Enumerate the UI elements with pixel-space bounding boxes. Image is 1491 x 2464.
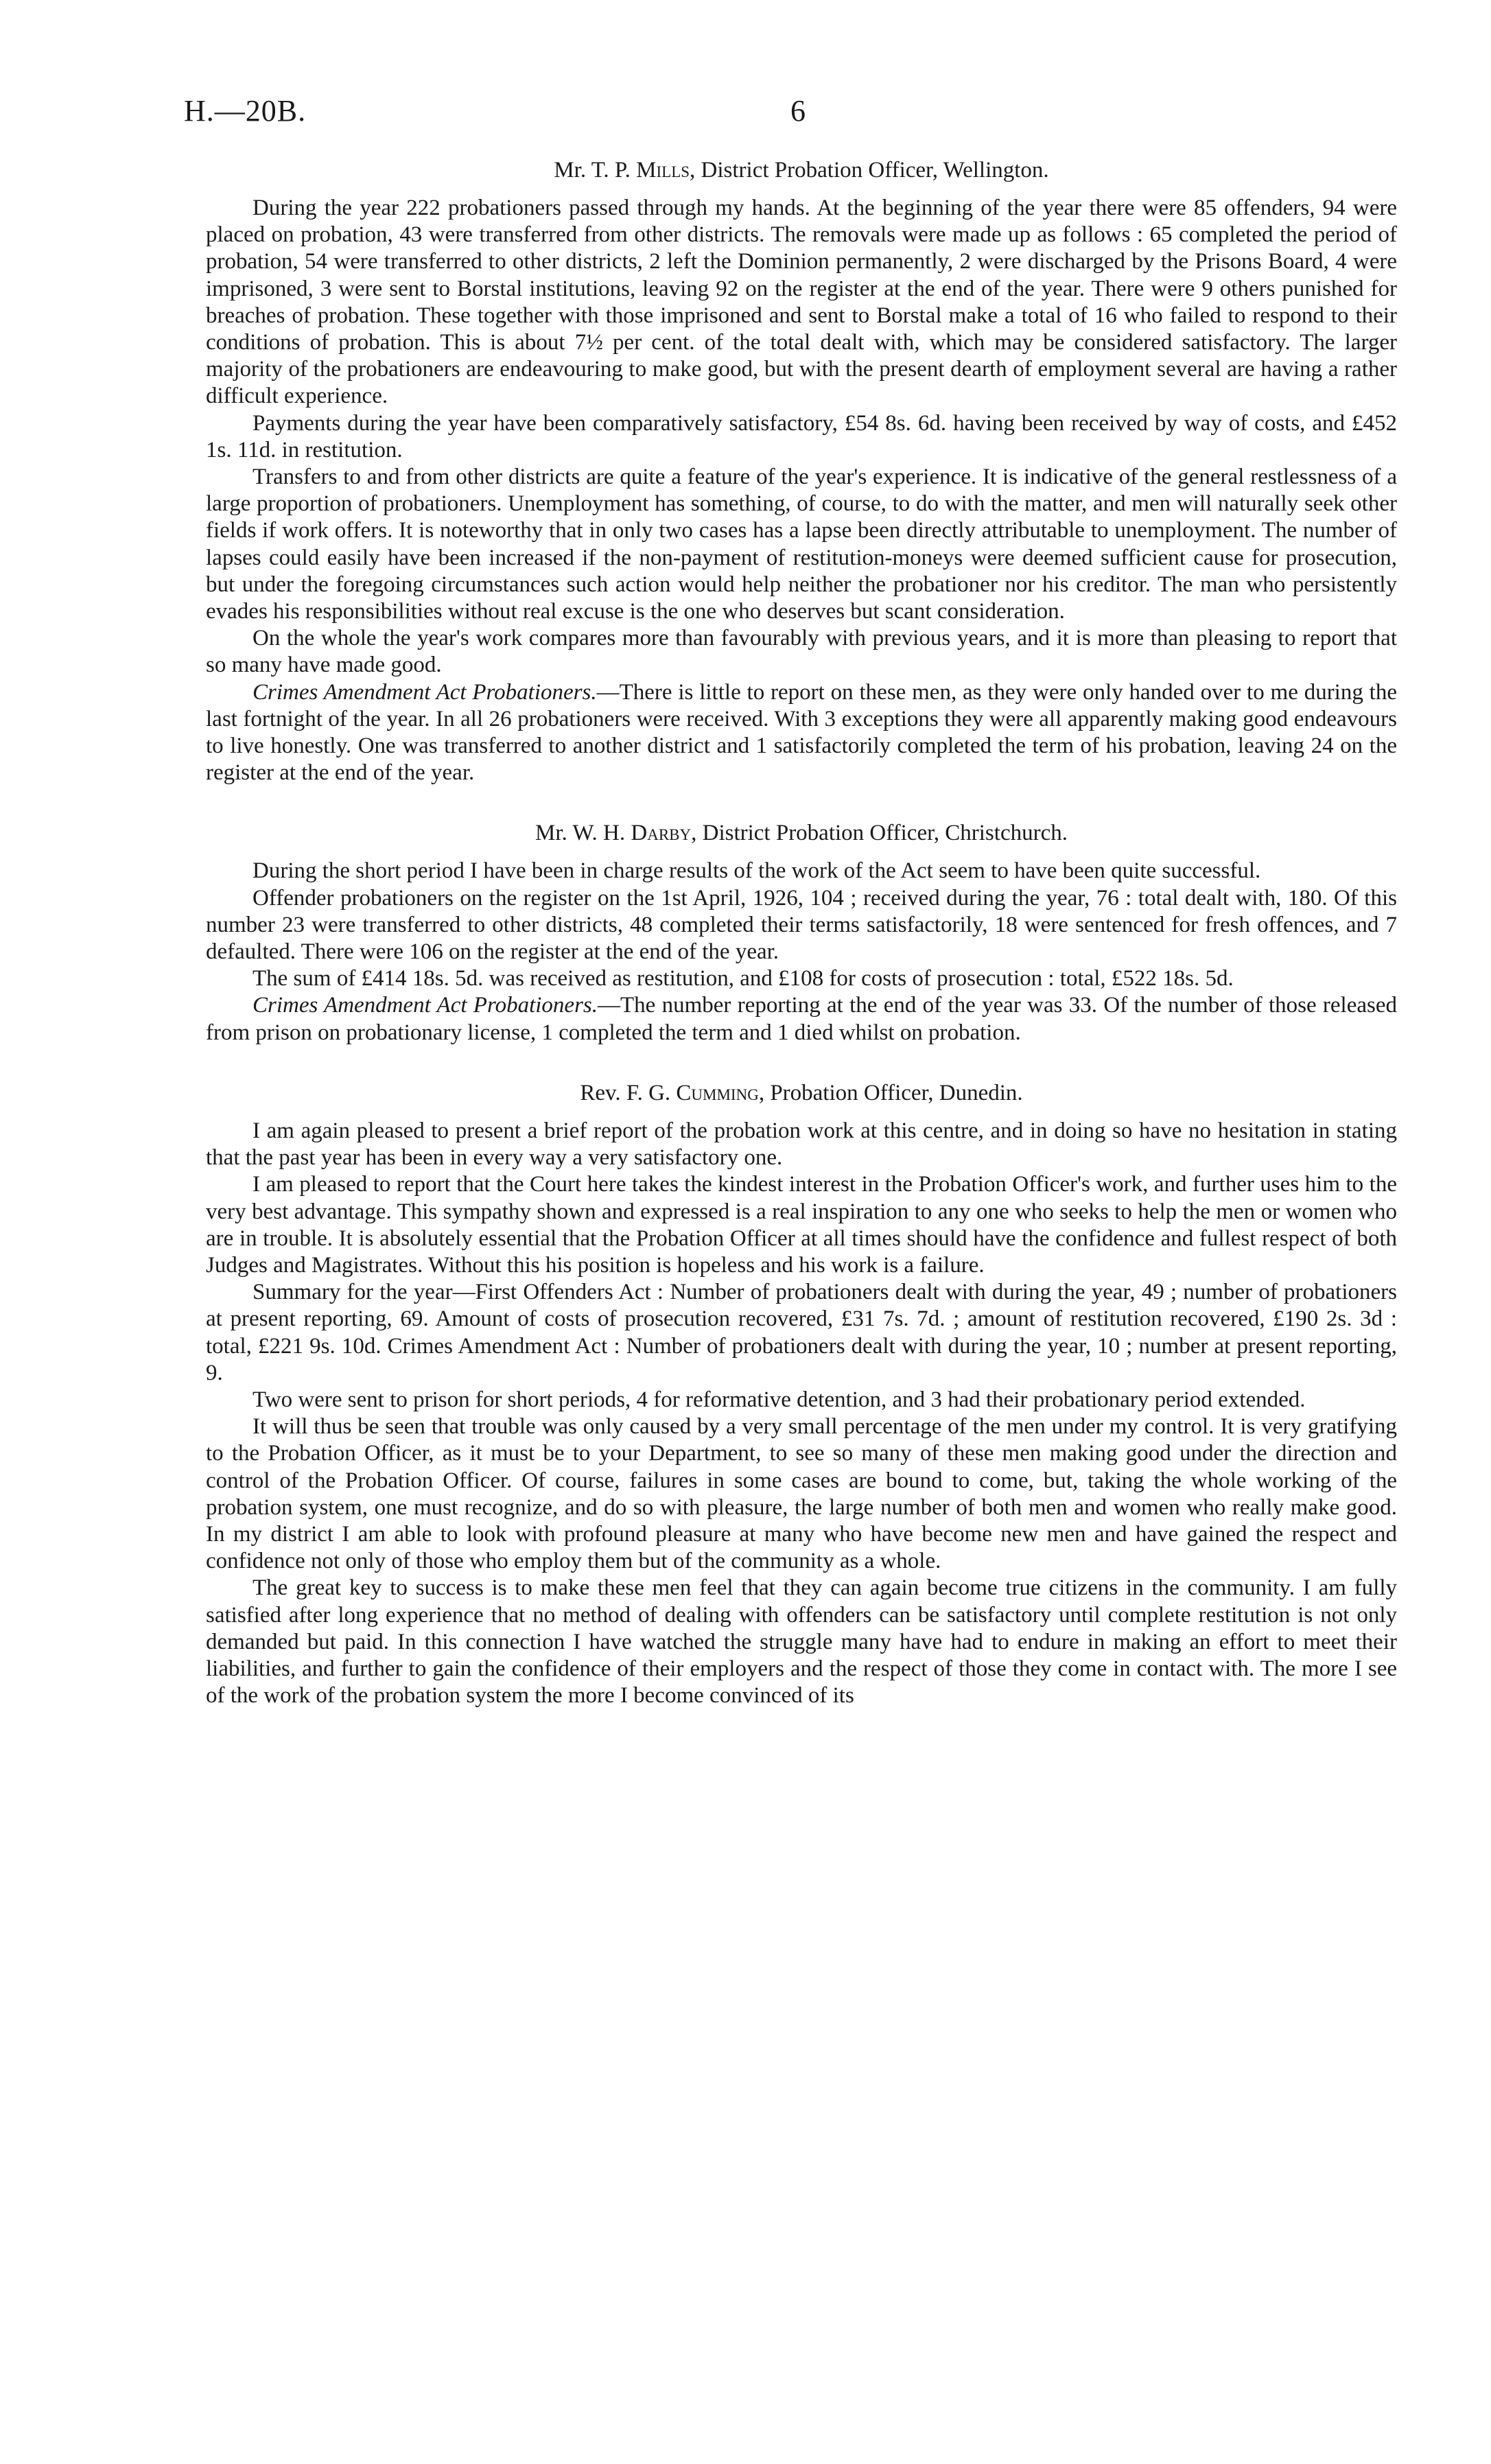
paragraph: Summary for the year—First Offenders Act : Number of probationers dealt with during the year, 49 ; number of probationers at present reporting, 69. Amount of costs of prosecution recovered, £31 7s. 7d. ; amount of restitution recovered, £190 2s. 3d : total, £221 9s. 10d. Crimes Amendment Act : Number of probationers dealt with during the year, 10 ; number at present reporting, 9. bbox=[206, 1280, 1397, 1385]
paragraph bbox=[206, 992, 1397, 1046]
crimes-act-label: Crimes Amendment Act Probationers. bbox=[253, 679, 597, 705]
crimes-act-label: Crimes Amendment Act Probationers. bbox=[253, 993, 598, 1018]
paragraph: Two were sent to prison for short periods, 4 for reformative detention, and 3 had their probationary period extended. bbox=[253, 1387, 1306, 1412]
heading-prefix: Mr. W. H. bbox=[535, 821, 631, 846]
paragraph: The great key to success is to make these men feel that they can again become true citizens in the community. I am fully satisfied after long experience that no method of dealing with offenders can be satisfactory until complete restitution is not only demanded but paid. In this connection I have watched the struggle many have had to endure in making an effort to meet their liabilities, and further to gain the confidence of their employers and the respect of those they come in contact with. The more I see of the work of the probation system the more I become convinced of its bbox=[206, 1575, 1397, 1709]
section-heading bbox=[206, 1079, 1397, 1107]
document-id: H.—20B. bbox=[184, 94, 307, 128]
officer-name: Mills bbox=[636, 158, 690, 183]
paragraph: On the whole the year's work compares more than favourably with previous years, and it is more than pleasing to report that so many have made good. bbox=[206, 626, 1397, 678]
paragraph: The sum of £414 18s. 5d. was received as restitution, and £108 for costs of prosecution : total, £522 18s. 5d. bbox=[253, 966, 1234, 992]
paragraph: I am pleased to report that the Court here takes the kindest interest in the Probation Officer's work, and further uses him to the very best advantage. This sympathy shown and expressed is a real inspiration to any one who seeks to help the men or women who are in trouble. It is absolutely essential that the Probation Officer at all times should have the confidence and fullest respect of both Judges and Magistrates. Without this his position is hopeless and his work is a failure. bbox=[206, 1172, 1397, 1278]
report-body bbox=[206, 156, 1397, 1709]
paragraph: Payments during the year have been comparatively satisfactory, £54 8s. 6d. having been received by way of costs, and £452 1s. 11d. in restitution. bbox=[206, 410, 1397, 462]
paragraph: It will thus be seen that trouble was only caused by a very small percentage of the men under my control. It is very gratifying to the Probation Officer, as it must be to your Department, to see so many of these men making good under the direction and control of the Probation Officer. Of course, failures in some cases are bound to come, but, taking the whole working of the probation system, one must recognize, and do so with pleasure, the large number of both men and women who really make good. In my district I am able to look with profound pleasure at many who have become new men and have gained the respect and confidence not only of those who employ them but of the community as a whole. bbox=[206, 1414, 1397, 1574]
section-christchurch bbox=[206, 819, 1397, 1046]
paragraph bbox=[206, 679, 1397, 787]
paragraph: I am again pleased to present a brief report of the probation work at this centre, and in doing so have no hesitation in stating that the past year has been in every way a very satisfactory one. bbox=[206, 1118, 1397, 1171]
paragraph: During the short period I have been in charge results of the work of the Act seem to have been quite successful. bbox=[253, 858, 1261, 884]
officer-name: Darby bbox=[631, 821, 692, 846]
section-heading bbox=[206, 819, 1397, 847]
section-dunedin bbox=[206, 1079, 1397, 1709]
heading-prefix: Mr. T. P. bbox=[554, 158, 637, 183]
officer-name: Cumming bbox=[676, 1080, 759, 1105]
heading-suffix: , District Probation Officer, Wellington. bbox=[690, 158, 1049, 183]
heading-suffix: , District Probation Officer, Christchurch. bbox=[691, 821, 1068, 846]
page-header bbox=[184, 93, 1398, 141]
crimes-act-text: —The number reporting at the end of the year was 33. Of the number of those released from prison on probationary license, 1 completed the term and 1 died whilst on probation. bbox=[206, 993, 1398, 1045]
heading-suffix: , Probation Officer, Dunedin. bbox=[758, 1080, 1023, 1105]
paragraph: Offender probationers on the register on the 1st April, 1926, 104 ; received during the year, 76 : total dealt with, 180. Of this number 23 were transferred to other districts, 48 completed their terms satisfactorily, 18 were sentenced for fresh offences, and 7 defaulted. There were 106 on the register at the end of the year. bbox=[206, 885, 1397, 965]
section-heading bbox=[206, 156, 1397, 184]
section-wellington bbox=[206, 156, 1397, 786]
heading-prefix: Rev. F. G. bbox=[580, 1080, 677, 1105]
paragraph: Transfers to and from other districts are quite a feature of the year's experience. It is indicative of the general restlessness of a large proportion of probationers. Unemployment has something, of course, to do with the matter, and men will naturally seek other fields if work offers. It is noteworthy that in only two cases has a lapse been directly attributable to unemployment. The number of lapses could easily have been increased if the non-payment of restitution-moneys were deemed sufficient cause for prosecution, but under the foregoing circumstances such action would help neither the probationer nor his creditor. The man who persistently evades his responsibilities without real excuse is the one who deserves but scant consideration. bbox=[206, 465, 1397, 624]
crimes-act-text: —There is little to report on these men, as they were only handed over to me during the last fortnight of the year. In all 26 probationers were received. With 3 exceptions they were all apparently making good endeavours to live honestly. One was transferred to another district and 1 satisfactorily completed the term of his probation, leaving 24 on the register at the end of the year. bbox=[206, 679, 1398, 786]
page-number: 6 bbox=[790, 94, 806, 128]
paragraph: During the year 222 probationers passed through my hands. At the beginning of the year there were 85 offenders, 94 were placed on probation, 43 were transferred from other districts. The removals were made up as follows : 65 completed the period of probation, 54 were transferred to other districts, 2 left the Dominion permanently, 2 were discharged by the Prisons Board, 4 were imprisoned, 3 were sent to Borstal institutions, leaving 92 on the register at the end of the year. There were 9 others punished for breaches of probation. These together with those imprisoned and sent to Borstal make a total of 16 who failed to respond to their conditions of probation. This is about 7½ per cent. of the total dealt with, which may be considered satisfactory. The larger majority of the probationers are endeavouring to make good, but with the present dearth of employment several are having a rather difficult experience. bbox=[206, 196, 1397, 409]
